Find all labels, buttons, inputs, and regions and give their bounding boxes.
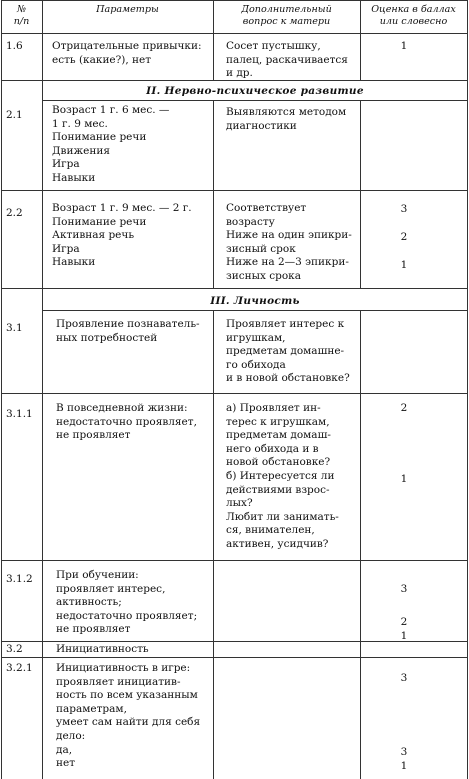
table-border-top — [1, 0, 468, 1]
column-divider-3 — [360, 310, 361, 779]
row-score: 2 — [400, 231, 408, 243]
row-score: 3 — [400, 583, 408, 595]
row-param: Возраст 1 г. 9 мес. — 2 г. Понимание речи Активная речь Игра Навыки — [52, 202, 192, 269]
row-num: 3.1.2 — [6, 573, 33, 585]
row-param: Инициативность — [56, 643, 149, 655]
header-num: № п/п — [13, 4, 30, 27]
row-question: Сосет пустышку, палец, раскачивается и др. — [226, 40, 348, 80]
row-param: Возраст 1 г. 6 мес. — 1 г. 9 мес. Понимание речи Движения Игра Навыки — [52, 104, 170, 184]
row-question: Проявляет интерес к игрушкам, предметам домашне- го обихода и в новой обстановке? — [226, 318, 350, 385]
row-divider — [1, 33, 468, 34]
column-divider-1 — [42, 0, 43, 779]
section-title: II. Нервно-психическое развитие — [146, 85, 364, 97]
column-divider-2 — [213, 100, 214, 288]
header-question: Дополнительный вопрос к матери — [241, 4, 332, 27]
row-param: Проявление познаватель- ных потребностей — [56, 318, 200, 344]
row-score: 3 — [400, 746, 408, 758]
row-num: 3.2 — [6, 643, 23, 655]
row-question: Соответствует возрасту Ниже на один эпикри- зисный срок Ниже на 2—3 эпикри- зисных срока — [226, 202, 352, 282]
row-score: 3 — [400, 672, 408, 684]
row-num: 2.2 — [6, 207, 23, 219]
row-divider — [1, 657, 468, 658]
table-border-left — [1, 0, 2, 779]
row-param: Инициативность в игре: проявляет инициатив- ность по всем указанным параметрам, умеет сам найти для себя дело: да, нет — [56, 662, 201, 770]
row-param: При обучении: проявляет интерес, активность; недостаточно проявляет; не проявляет — [56, 569, 198, 636]
row-score: 1 — [400, 259, 408, 271]
row-question: Выявляются методом диагностики — [226, 106, 347, 132]
row-score: 1 — [400, 630, 408, 642]
row-question: а) Проявляет ин- терес к игрушкам, предметам домаш- него обихода и в новой обстановке? б) Интересуется ли действиями взрос- лых? Любит ли занимать- ся, внимателен, активен, усидчив? — [226, 402, 339, 550]
row-score: 1 — [400, 40, 408, 52]
row-score: 3 — [400, 203, 408, 215]
row-num: 3.1 — [6, 322, 23, 334]
row-divider — [1, 190, 468, 191]
row-num: 2.1 — [6, 109, 23, 121]
row-param: Отрицательные привычки: есть (какие?), нет — [52, 40, 202, 66]
row-divider — [42, 100, 468, 101]
row-score: 2 — [400, 402, 408, 414]
row-divider — [1, 560, 468, 561]
header-params: Параметры — [96, 4, 159, 15]
row-num: 3.1.1 — [6, 408, 33, 420]
table-border-right — [467, 0, 468, 779]
row-score: 1 — [400, 760, 408, 772]
row-score: 1 — [400, 473, 408, 485]
row-param: В повседневной жизни: недостаточно проявляет, не проявляет — [56, 402, 197, 442]
row-score: 2 — [400, 616, 408, 628]
section-title: III. Личность — [210, 295, 300, 307]
row-divider — [1, 288, 468, 289]
row-num: 3.2.1 — [6, 662, 33, 674]
column-divider-2 — [213, 310, 214, 779]
header-score: Оценка в баллах или словесно — [371, 4, 456, 27]
row-divider — [42, 310, 468, 311]
row-num: 1.6 — [6, 40, 23, 52]
row-divider — [1, 393, 468, 394]
